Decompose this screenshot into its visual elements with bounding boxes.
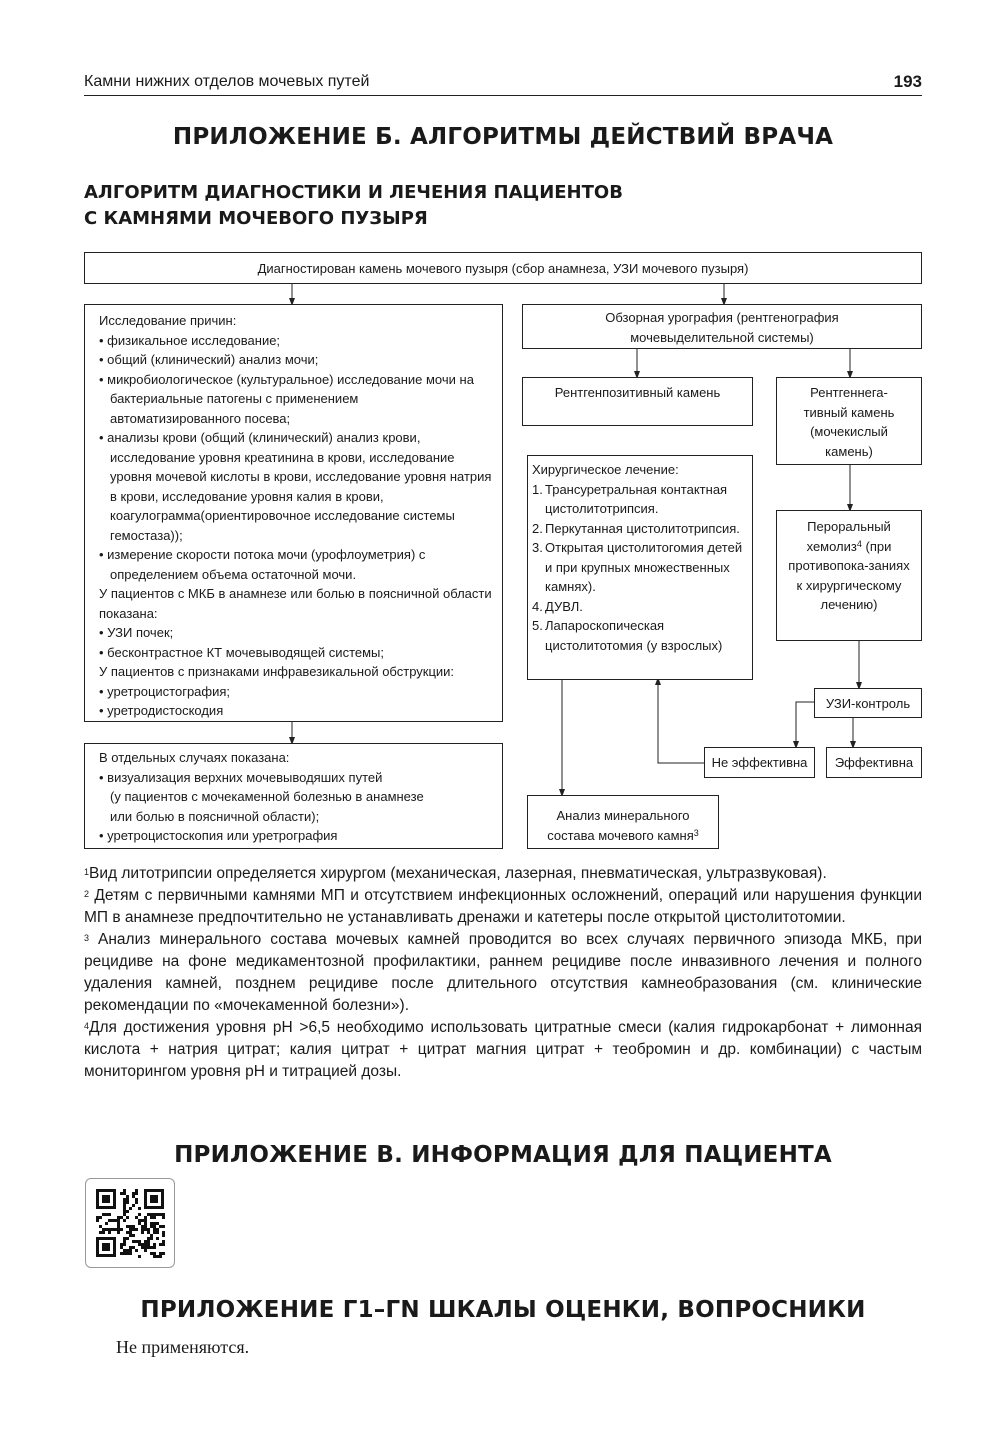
qr-module xyxy=(147,1213,150,1216)
qr-module xyxy=(129,1249,132,1252)
qr-module xyxy=(105,1222,108,1225)
list-item: • УЗИ почек; xyxy=(99,623,492,643)
qr-module xyxy=(126,1198,129,1201)
qr-module xyxy=(138,1240,141,1243)
list-item xyxy=(532,538,744,597)
qr-module xyxy=(147,1237,150,1240)
footnote xyxy=(84,929,922,1017)
qr-module xyxy=(153,1231,156,1234)
qr-module xyxy=(96,1219,99,1222)
qr-module xyxy=(150,1246,153,1249)
flow-effective-box xyxy=(826,747,922,778)
flow-diagnosis-text: Диагностирован камень мочевого пузыря (сбор анамнеза, УЗИ мочевого пузыря) xyxy=(257,261,749,276)
footnote xyxy=(84,885,922,929)
qr-module xyxy=(129,1246,132,1249)
appendix-v-title: ПРИЛОЖЕНИЕ В. ИНФОРМАЦИЯ ДЛЯ ПАЦИЕНТА xyxy=(174,1142,832,1168)
qr-module xyxy=(123,1237,126,1240)
surgery-item-number: 1. xyxy=(532,481,543,497)
qr-module xyxy=(147,1231,150,1234)
qr-module xyxy=(147,1240,150,1243)
causes-heading: Исследование причин: xyxy=(99,313,237,328)
qr-module xyxy=(144,1243,147,1246)
qr-module xyxy=(150,1234,153,1237)
qr-module xyxy=(114,1228,117,1231)
qr-module xyxy=(162,1231,165,1234)
not-effective-text: Не эффективна xyxy=(711,755,808,770)
qr-module xyxy=(153,1216,156,1219)
qr-module xyxy=(162,1225,165,1228)
qr-module xyxy=(108,1219,111,1222)
arrow-uscontrol-to-noteffective xyxy=(796,702,814,745)
list-item: • измерение скорости потока мочи (урофлоуметрия) с определением объема остаточной мочи. xyxy=(99,545,492,584)
qr-module xyxy=(156,1222,159,1225)
qr-module xyxy=(129,1234,132,1237)
qr-module xyxy=(126,1231,129,1234)
algorithm-subtitle-line2: С КАМНЯМИ МОЧЕВОГО ПУЗЫРЯ xyxy=(84,208,428,229)
qr-module xyxy=(135,1198,138,1201)
qr-module xyxy=(147,1243,150,1246)
qr-module xyxy=(144,1228,147,1231)
surgery-item-text: ДУВЛ. xyxy=(545,598,583,614)
qr-module xyxy=(117,1228,120,1231)
footnote xyxy=(84,863,922,885)
qr-module xyxy=(132,1228,135,1231)
qr-module xyxy=(132,1240,135,1243)
surgery-item-number: 5. xyxy=(532,618,543,633)
footnote-number: 2 xyxy=(84,889,90,899)
qr-module xyxy=(135,1192,138,1195)
footnotes xyxy=(84,863,922,1083)
qr-module xyxy=(126,1237,129,1240)
xray-negative-text: Рентгеннега-тивный камень (мочекислый камень) xyxy=(803,385,895,459)
qr-module xyxy=(159,1213,162,1216)
qr-module xyxy=(150,1252,153,1255)
list-item xyxy=(532,519,744,539)
footnote-text: Вид литотрипсии определяется хирургом (механическая, лазерная, пневматическая, ультразвуковая). xyxy=(89,865,827,882)
qr-module xyxy=(135,1228,138,1231)
footnote-text: Анализ минерального состава мочевых камней проводится во всех случаях первичного эпизода МКБ, при рецидиве на фоне медикаментозной профилактики, раннем рецидиве после инвазивного лечения и полного удаления камней, позднем рецидиве после длительного отсутствия камнеобразования (см. клинические рекомендации по «мочекаменной болезни»). xyxy=(84,931,923,1014)
qr-module xyxy=(108,1213,111,1216)
qr-module xyxy=(162,1234,165,1237)
qr-module xyxy=(141,1228,144,1231)
list-item: • уретроцистография; xyxy=(99,682,492,702)
list-item: • визуализация верхних мочевыводяших путей xyxy=(99,769,383,785)
qr-module xyxy=(141,1231,144,1234)
qr-module xyxy=(150,1237,153,1240)
flow-causes-box xyxy=(84,304,503,722)
footnote-number: 4 xyxy=(84,1021,90,1031)
qr-module xyxy=(153,1255,156,1258)
qr-module xyxy=(102,1213,105,1216)
qr-module xyxy=(153,1222,156,1225)
chemolysis-text-end: (при противопока-заниях к хирургическому лечению) xyxy=(788,538,910,612)
qr-module xyxy=(120,1246,123,1249)
qr-module xyxy=(156,1231,159,1234)
qr-module xyxy=(117,1219,120,1222)
qr-module xyxy=(132,1192,135,1195)
us-control-text: УЗИ-контроль xyxy=(825,696,911,711)
surgery-item-number: 3. xyxy=(532,540,543,555)
qr-module xyxy=(150,1225,153,1228)
qr-module xyxy=(129,1228,132,1231)
qr-module xyxy=(156,1237,159,1240)
qr-module xyxy=(150,1213,153,1216)
qr-module xyxy=(126,1210,129,1213)
qr-module xyxy=(126,1216,129,1219)
qr-module xyxy=(99,1225,102,1228)
qr-module xyxy=(123,1207,126,1210)
qr-module xyxy=(144,1222,147,1225)
mineral-footnote-ref: 3 xyxy=(693,827,699,838)
qr-module xyxy=(123,1252,126,1255)
running-head-title: Камни нижних отделов мочевых путей xyxy=(84,73,370,90)
qr-module xyxy=(135,1240,138,1243)
qr-module xyxy=(135,1249,138,1252)
qr-module xyxy=(123,1243,126,1246)
special-heading: В отдельных случаях показана: xyxy=(99,750,290,765)
qr-module xyxy=(111,1219,114,1222)
qr-module xyxy=(123,1240,126,1243)
qr-module xyxy=(123,1219,126,1222)
flow-not-effective-box xyxy=(704,747,815,778)
qr-module xyxy=(126,1249,129,1252)
list-item: • микробиологическое (культуральное) исследование мочи на бактериальные патогены с применением автоматизированного посева; xyxy=(99,370,492,429)
urography-text: Обзорная урография (рентгенография мочевыделительной системы) xyxy=(605,310,839,345)
qr-module xyxy=(120,1228,123,1231)
list-item: • уретроцистоскопия или уретрография xyxy=(99,828,338,843)
qr-module xyxy=(123,1201,126,1204)
qr-module xyxy=(153,1252,156,1255)
qr-module xyxy=(162,1240,165,1243)
qr-module xyxy=(138,1213,141,1216)
qr-module xyxy=(153,1243,156,1246)
qr-module xyxy=(123,1204,126,1207)
footnote-number: 1 xyxy=(84,867,90,877)
qr-module xyxy=(102,1228,105,1231)
qr-module xyxy=(126,1195,129,1198)
qr-module xyxy=(144,1240,147,1243)
surgery-list xyxy=(532,480,744,656)
qr-module xyxy=(150,1216,153,1219)
mkb-list xyxy=(99,623,492,662)
qr-module xyxy=(129,1252,132,1255)
qr-module xyxy=(123,1189,126,1192)
mineral-text: Анализ минерального состава мочевого камня xyxy=(547,808,694,843)
qr-module xyxy=(141,1219,144,1222)
qr-module xyxy=(153,1213,156,1216)
qr-module xyxy=(132,1234,135,1237)
qr-module xyxy=(138,1207,141,1210)
qr-module xyxy=(138,1243,141,1246)
qr-module xyxy=(156,1213,159,1216)
qr-module xyxy=(126,1201,129,1204)
qr-module xyxy=(162,1252,165,1255)
qr-module xyxy=(144,1225,147,1228)
qr-module xyxy=(120,1252,123,1255)
surgery-item-text: Лапароскопическая цистолитотомия (у взрослых) xyxy=(545,618,723,653)
footnote xyxy=(84,1017,922,1083)
qr-module xyxy=(99,1231,102,1234)
flow-xray-negative-box xyxy=(776,377,922,465)
qr-module xyxy=(111,1228,114,1231)
qr-module xyxy=(117,1225,120,1228)
surgery-item-text: Перкутанная цистолитотрипсия. xyxy=(545,520,740,536)
qr-module xyxy=(123,1213,126,1216)
page-number: 193 xyxy=(893,72,922,91)
qr-module xyxy=(117,1216,120,1219)
qr-module xyxy=(153,1225,156,1228)
qr-module xyxy=(123,1198,126,1201)
qr-code xyxy=(85,1178,175,1268)
flow-chemolysis-box xyxy=(776,510,922,641)
list-item xyxy=(532,480,744,519)
qr-module xyxy=(126,1252,129,1255)
qr-module xyxy=(159,1225,162,1228)
qr-module xyxy=(141,1225,144,1228)
qr-module xyxy=(105,1228,108,1231)
appendix-g-title: ПРИЛОЖЕНИЕ Г1–ГN ШКАЛЫ ОЦЕНКИ, ВОПРОСНИКИ xyxy=(140,1297,866,1323)
causes-list xyxy=(99,331,492,585)
special-item1-line2: (у пациентов с мочекаменной болезнью в анамнезе xyxy=(110,789,424,804)
effective-text: Эффективна xyxy=(834,755,914,770)
qr-module xyxy=(144,1219,147,1222)
list-item: • уретродистоскодия xyxy=(99,701,492,721)
qr-module xyxy=(162,1213,165,1216)
qr-module xyxy=(123,1210,126,1213)
qr-module xyxy=(105,1213,108,1216)
footnote-text: Для достижения уровня pH >6,5 необходимо использовать цитратные смеси (калия гидрокарбонат + лимонная кислота + натрия цитрат; калия цитрат + цитрат магния цитрат + теобромин и др. комбинации) с частым мониторингом уровня pH и титрацией дозы. xyxy=(84,1019,922,1080)
list-item: • общий (клинический) анализ мочи; xyxy=(99,350,492,370)
qr-module xyxy=(114,1219,117,1222)
qr-module xyxy=(102,1231,105,1234)
qr-module xyxy=(141,1246,144,1249)
qr-module xyxy=(159,1252,162,1255)
qr-module xyxy=(108,1231,111,1234)
qr-module xyxy=(159,1243,162,1246)
qr-module xyxy=(132,1246,135,1249)
qr-module xyxy=(108,1228,111,1231)
qr-module xyxy=(117,1231,120,1234)
flow-special-box xyxy=(84,743,503,849)
list-item: • физикальное исследование; xyxy=(99,331,492,351)
qr-module xyxy=(162,1243,165,1246)
chemolysis-text-start: Пероральный хемолиз xyxy=(806,519,891,554)
obstruction-list xyxy=(99,682,492,721)
qr-module xyxy=(99,1216,102,1219)
qr-module xyxy=(132,1204,135,1207)
list-item: • анализы крови (общий (клинический) анализ крови, исследование уровня креатинина в крови, исследование уровня мочевой кислоты в крови, исследование уровня натрия в крови, исследование уровня калия в крови, коагулограмма(ориентировочное исследование системы гемостаза)); xyxy=(99,428,492,545)
qr-module xyxy=(120,1216,123,1219)
footnote-text: Детям с первичными камнями МП и отсутствием инфекционных осложнений, операций или нарушения функции МП в анамнезе предпочтительно не устанавливать дренажи и катетеры после открытой цистолитотомии. xyxy=(84,887,922,926)
qr-module xyxy=(162,1216,165,1219)
flow-xray-positive-box xyxy=(522,377,753,426)
algorithm-subtitle-line1: АЛГОРИТМ ДИАГНОСТИКИ И ЛЕЧЕНИЯ ПАЦИЕНТОВ xyxy=(84,182,623,203)
qr-module xyxy=(144,1249,147,1252)
qr-module xyxy=(96,1216,99,1219)
appendix-b-title: ПРИЛОЖЕНИЕ Б. АЛГОРИТМЫ ДЕЙСТВИЙ ВРАЧА xyxy=(172,124,834,150)
qr-module xyxy=(147,1228,150,1231)
qr-module xyxy=(135,1189,138,1192)
flow-mineral-box xyxy=(527,795,719,849)
qr-code-icon xyxy=(94,1187,166,1259)
chemolysis-footnote-ref: 4 xyxy=(856,538,862,549)
flow-diagnosis-box xyxy=(84,252,922,284)
qr-module xyxy=(123,1249,126,1252)
surgery-item-number: 4. xyxy=(532,598,543,614)
footnote-number: 3 xyxy=(84,933,90,943)
arrow-noteffective-to-surgery xyxy=(658,681,704,763)
qr-module xyxy=(135,1201,138,1204)
flow-surgery-box xyxy=(527,455,753,680)
mkb-heading: У пациентов с МКБ в анамнезе или болью в поясничной области показана: xyxy=(99,586,492,621)
qr-module xyxy=(150,1222,153,1225)
qr-module xyxy=(129,1231,132,1234)
appendix-g-body: Не применяются. xyxy=(116,1337,250,1357)
surgery-item-number: 2. xyxy=(532,520,543,536)
qr-module xyxy=(126,1225,129,1228)
list-item: • бесконтрастное КТ мочевыводящей системы; xyxy=(99,643,492,663)
qr-module xyxy=(120,1243,123,1246)
special-item1-line3: или болью в поясничной области); xyxy=(110,808,320,824)
qr-module xyxy=(156,1228,159,1231)
special-item2: уретроцистоскопия или уретрография xyxy=(107,828,338,843)
obstruction-heading: У пациентов с признаками инфравезикальной обструкции: xyxy=(99,664,455,679)
qr-module xyxy=(138,1222,141,1225)
list-item xyxy=(532,597,744,617)
xray-positive-text: Рентгенпозитивный камень xyxy=(554,385,721,400)
qr-module xyxy=(129,1225,132,1228)
qr-module xyxy=(144,1246,147,1249)
qr-module xyxy=(135,1216,138,1219)
qr-module xyxy=(159,1255,162,1258)
flow-us-control-box xyxy=(814,688,922,718)
special-item1-line1: визуализация верхних мочевыводяших путей xyxy=(107,769,383,785)
qr-module xyxy=(141,1243,144,1246)
qr-module xyxy=(132,1225,135,1228)
qr-module xyxy=(147,1246,150,1249)
surgery-item-text: Открытая цистолитогомия детей и при крупных множественных камнях). xyxy=(545,540,743,594)
list-item xyxy=(532,616,744,655)
qr-module xyxy=(132,1195,135,1198)
qr-module xyxy=(138,1255,141,1258)
qr-module xyxy=(120,1192,123,1195)
qr-module xyxy=(117,1222,120,1225)
qr-module xyxy=(129,1207,132,1210)
qr-module xyxy=(153,1246,156,1249)
surgery-item-text: Трансуретральная контактная цистолитотрипсия. xyxy=(545,481,728,516)
qr-module xyxy=(123,1192,126,1195)
qr-module xyxy=(144,1216,147,1219)
qr-module xyxy=(153,1228,156,1231)
qr-module xyxy=(156,1255,159,1258)
surgery-heading: Хирургическое лечение: xyxy=(532,462,679,477)
qr-module xyxy=(138,1219,141,1222)
flow-urography-box xyxy=(522,304,922,349)
